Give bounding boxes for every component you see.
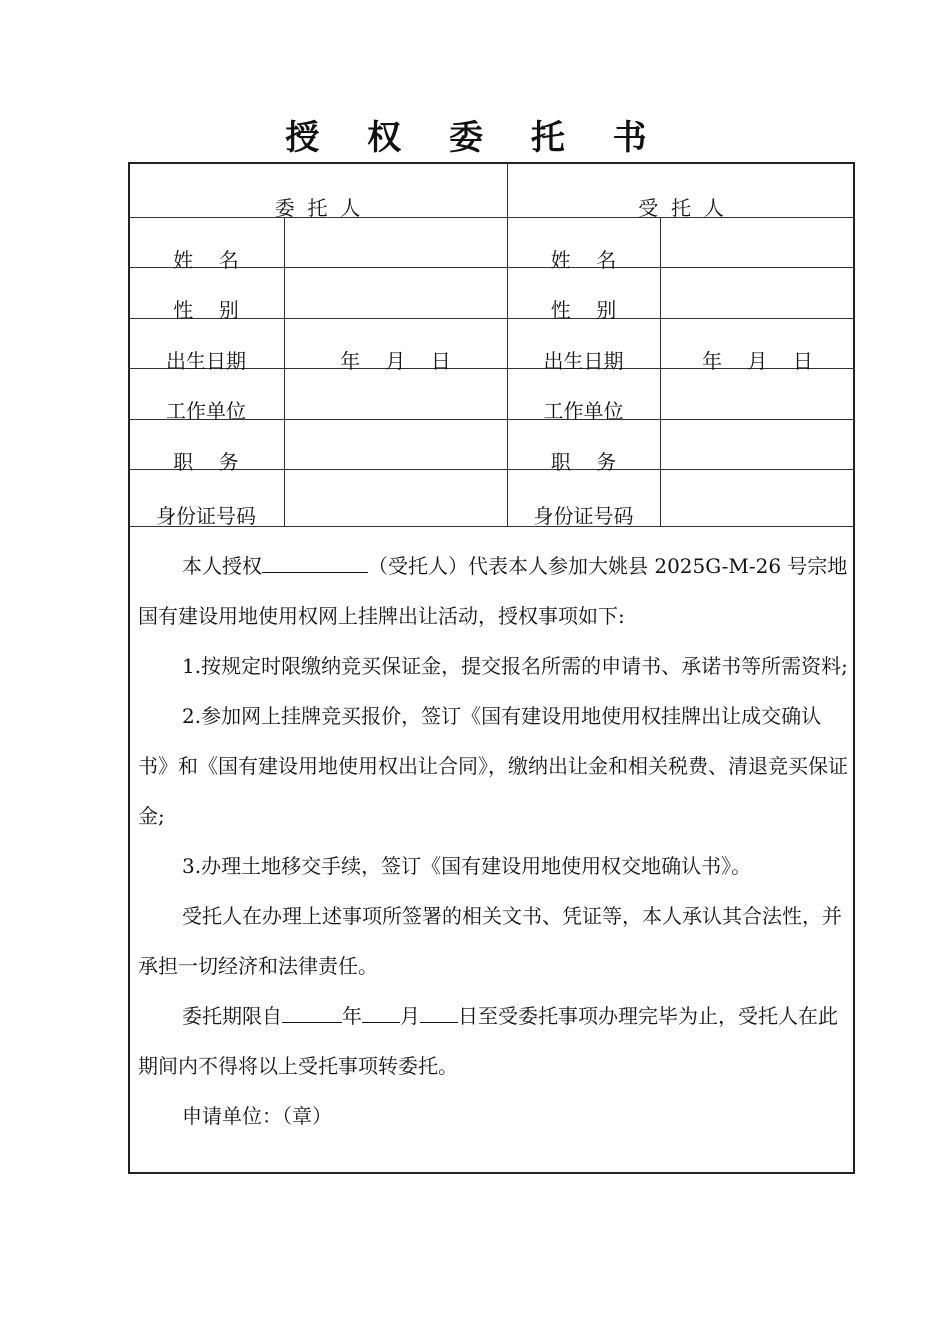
principal-gender-field[interactable] bbox=[284, 294, 507, 318]
agent-birthdate-field[interactable]: 年 月 日 bbox=[702, 349, 813, 373]
principal-employer-field[interactable] bbox=[284, 395, 507, 419]
authorization-scope: （受托人）代表本人参加大姚县 2025G-M-26 号宗地国有建设用地使用权网上挂牌出让活动，授权事项如下: bbox=[138, 554, 848, 628]
agent-gender-label: 性 别 bbox=[550, 298, 617, 322]
agent-employer-field[interactable] bbox=[660, 395, 855, 419]
authorization-item-1: 1.按规定时限缴纳竞买保证金，提交报名所需的申请书、承诺书等所需资料; bbox=[182, 654, 848, 678]
principal-position-field[interactable] bbox=[284, 446, 507, 470]
principal-gender-label: 性 别 bbox=[173, 298, 239, 322]
principal-birthdate-field[interactable]: 年 月 日 bbox=[340, 349, 451, 373]
term-year-label: 年 bbox=[342, 1004, 362, 1028]
agent-position-label: 职 务 bbox=[550, 450, 617, 474]
agent-employer-label: 工作单位 bbox=[543, 399, 624, 423]
authorization-paragraph bbox=[138, 541, 848, 641]
agent-header: 受 托 人 bbox=[638, 196, 724, 220]
agent-id-number-field[interactable] bbox=[660, 500, 855, 524]
principal-id-number-field[interactable] bbox=[284, 500, 507, 524]
agent-id-number-label: 身份证号码 bbox=[533, 504, 634, 528]
authorization-item-2: 2.参加网上挂牌竞买报价，签订《国有建设用地使用权挂牌出让成交确认书》和《国有建设用地使用权出让合同》，缴纳出让金和相关税费、清退竞买保证金; bbox=[138, 704, 848, 828]
term-rest: 日至受委托事项办理完毕为止，受托人在此期间内不得将以上受托事项转委托。 bbox=[138, 1004, 838, 1078]
agent-name-field[interactable] bbox=[660, 244, 855, 268]
authorization-body bbox=[138, 541, 848, 1141]
term-month-label: 月 bbox=[400, 1004, 420, 1028]
authorization-item-3: 3.办理土地移交手续，签订《国有建设用地使用权交地确认书》。 bbox=[182, 854, 752, 878]
recognition-paragraph: 受托人在办理上述事项所签署的相关文书、凭证等，本人承认其合法性，并承担一切经济和法律责任。 bbox=[138, 904, 842, 978]
agent-birthdate-label: 出生日期 bbox=[543, 349, 624, 373]
principal-position-label: 职 务 bbox=[173, 450, 239, 474]
principal-employer-label: 工作单位 bbox=[166, 399, 246, 423]
principal-name-field[interactable] bbox=[284, 244, 507, 268]
authorization-intro: 本人授权 bbox=[182, 554, 262, 578]
principal-birthdate-label: 出生日期 bbox=[166, 349, 246, 373]
term-intro: 委托期限自 bbox=[182, 1004, 282, 1028]
applicant-seal-line: 申请单位：（章） bbox=[182, 1104, 332, 1128]
agent-position-field[interactable] bbox=[660, 446, 855, 470]
principal-name-label: 姓 名 bbox=[173, 248, 239, 272]
term-month-blank[interactable] bbox=[362, 1000, 400, 1023]
term-day-blank[interactable] bbox=[420, 1000, 458, 1023]
document-title: 授 权 委 托 书 bbox=[285, 118, 665, 158]
principal-header: 委 托 人 bbox=[274, 196, 361, 220]
principal-id-number-label: 身份证号码 bbox=[156, 504, 256, 528]
term-paragraph bbox=[138, 991, 848, 1091]
agent-name-label: 姓 名 bbox=[550, 248, 617, 272]
term-year-blank[interactable] bbox=[282, 1000, 342, 1023]
agent-name-blank[interactable] bbox=[262, 550, 368, 573]
agent-gender-field[interactable] bbox=[660, 294, 855, 318]
